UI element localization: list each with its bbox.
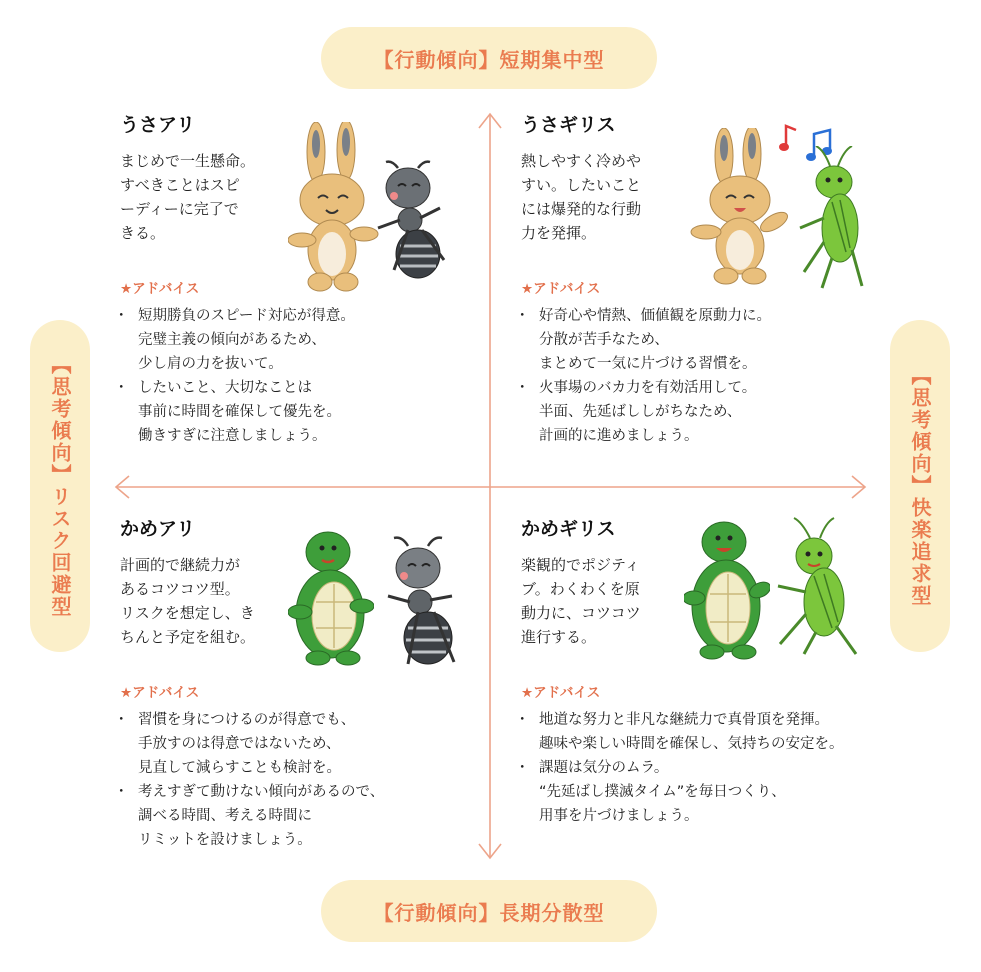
cricket-illustration	[792, 146, 872, 292]
quadrant-kameari	[120, 514, 290, 649]
advice-heading: ★アドバイス	[521, 281, 601, 297]
quadrant-description: 熱しやすく冷めや すい。したいこと には爆発的な行動 力を発揮。	[521, 152, 642, 242]
axis-label-right	[890, 320, 950, 652]
advice-heading: ★アドバイス	[521, 685, 601, 701]
advice-item: ・ 習慣を身につけるのが得意でも、 手放すのは得意ではないため、 見直して減らすことも検討を。	[116, 708, 476, 780]
rabbit-illustration	[690, 128, 790, 288]
advice-item: ・ 短期勝負のスピード対応が得意。 完璧主義の傾向があるため、 少し肩の力を抜いて。	[116, 304, 476, 376]
quadrant-title: うさギリス	[521, 114, 616, 136]
axis-label-right-text: 【思考傾向】快楽追求型	[908, 365, 932, 607]
advice-heading: ★アドバイス	[120, 685, 200, 701]
cricket-illustration	[770, 516, 866, 658]
axis-label-left-text: 【思考傾向】リスク回避型	[48, 354, 72, 618]
quadrant-description: 楽観的でポジティ ブ。わくわくを原 動力に、コツコツ 進行する。	[521, 556, 641, 646]
advice-list-usaari	[116, 304, 476, 448]
axis-label-bottom	[321, 880, 657, 942]
quadrant-title: かめギリス	[521, 518, 616, 540]
quadrant-title: うさアリ	[120, 114, 196, 136]
quadrant-usaari	[120, 110, 290, 245]
axis-label-left	[30, 320, 90, 652]
advice-item: ・ 好奇心や情熱、価値観を原動力に。 分散が苦手なため、 まとめて一気に片づける習慣を。	[517, 304, 877, 376]
quadrant-kamegirisu	[521, 514, 691, 649]
advice-item: ・ 地道な努力と非凡な継続力で真骨頂を発揮。 趣味や楽しい時間を確保し、気持ちの安定を。	[517, 708, 897, 756]
advice-list-usagirisu	[517, 304, 877, 448]
axis-label-bottom-text: 【行動傾向】長期分散型	[373, 900, 605, 925]
advice-list-kamegirisu	[517, 708, 897, 828]
turtle-illustration	[288, 528, 374, 668]
advice-list-kameari	[116, 708, 476, 852]
quadrant-description: 計画的で継続力が あるコツコツ型。 リスクを想定し、き ちんと予定を組む。	[120, 556, 256, 646]
advice-item: ・ 課題は気分のムラ。 “先延ばし撲滅タイム”を毎日つくり、 用事を片づけましょう。	[517, 756, 897, 828]
quadrant-usagirisu	[521, 110, 691, 245]
ant-illustration	[370, 158, 450, 288]
axis-label-top	[321, 27, 657, 89]
rabbit-illustration	[288, 122, 380, 294]
axis-label-top-text: 【行動傾向】短期集中型	[373, 47, 605, 72]
advice-item: ・ 考えすぎて動けない傾向があるので、 調べる時間、考える時間に リミットを設けましょう。	[116, 780, 476, 852]
quadrant-description: まじめで一生懸命。 すべきことはスピ ーディーに完了で きる。	[120, 152, 256, 242]
ant-illustration	[378, 534, 462, 674]
turtle-illustration	[684, 518, 770, 660]
advice-heading: ★アドバイス	[120, 281, 200, 297]
advice-item: ・ したいこと、大切なことは 事前に時間を確保して優先を。 働きすぎに注意しましょう。	[116, 376, 476, 448]
quadrant-title: かめアリ	[120, 518, 196, 540]
advice-item: ・ 火事場のバカ力を有効活用して。 半面、先延ばししがちなため、 計画的に進めましょう。	[517, 376, 877, 448]
